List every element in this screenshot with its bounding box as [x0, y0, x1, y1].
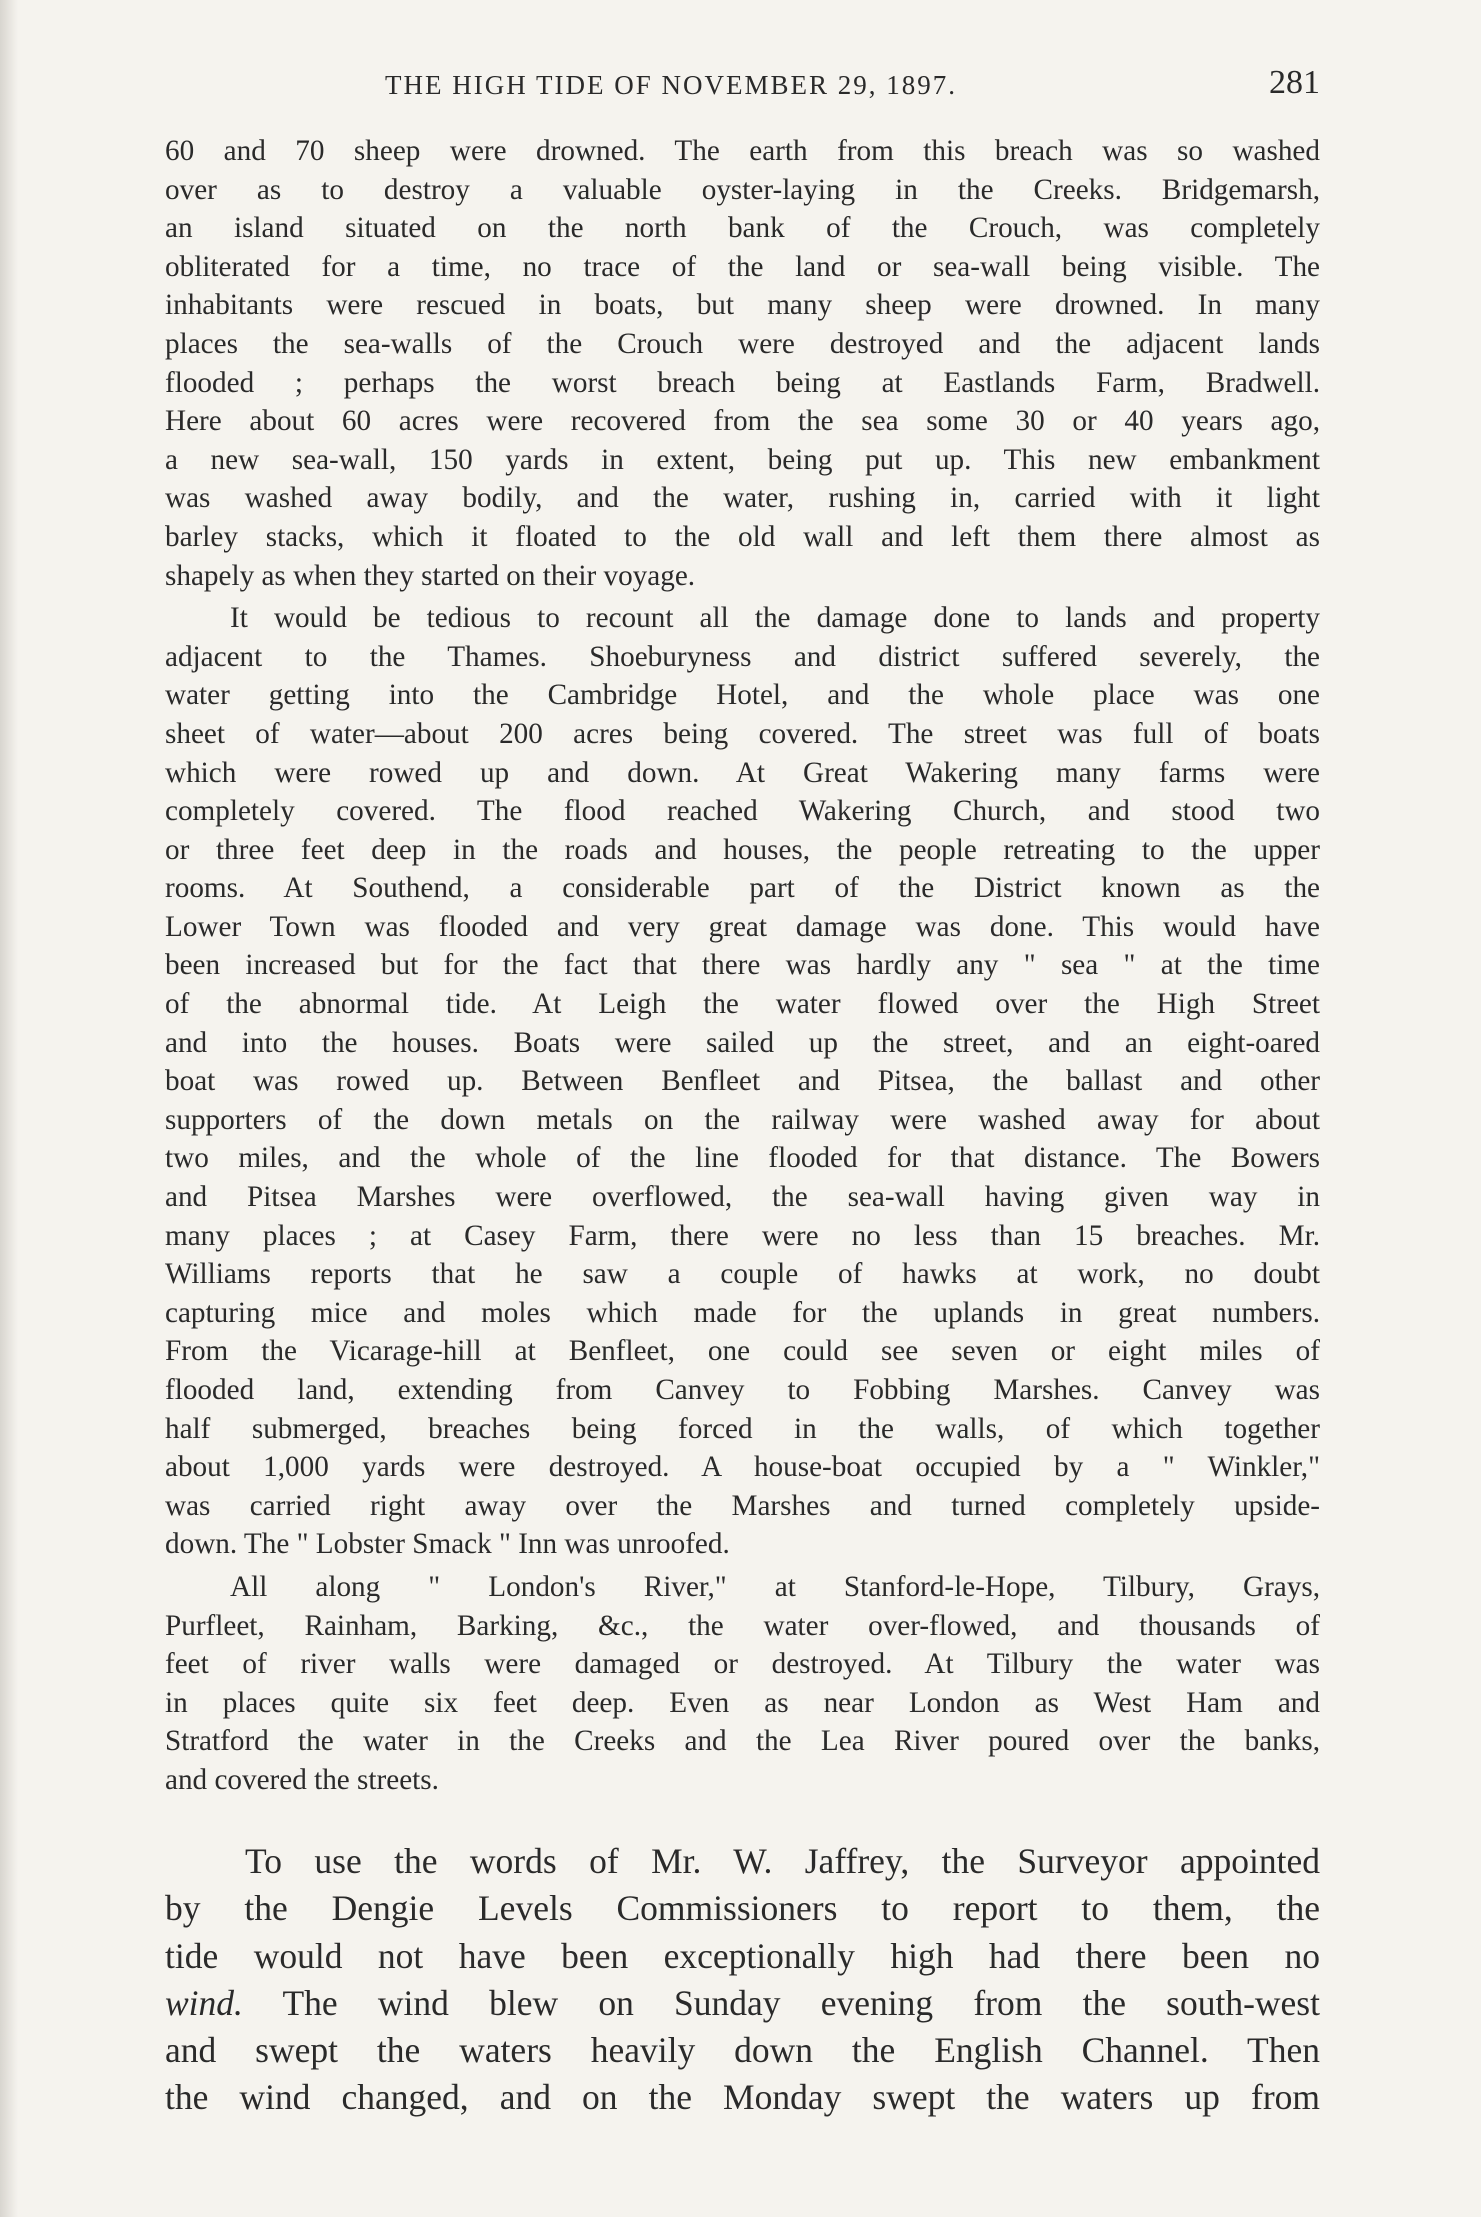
running-title: THE HIGH TIDE OF NOVEMBER 29, 1897.	[385, 70, 957, 100]
text-line: Lower Town was flooded and very great damage was done. This would have	[165, 910, 1320, 943]
text-line: To use the words of Mr. W. Jaffrey, the Surveyor appointed	[245, 1841, 1320, 1881]
running-head	[160, 60, 1320, 120]
text-line: sheet of water—about 200 acres being covered. The street was full of boats	[165, 717, 1320, 750]
text-line: flooded land, extending from Canvey to Fobbing Marshes. Canvey was	[165, 1374, 1320, 1406]
text-line: and covered the streets.	[165, 1763, 439, 1796]
text-line: over as to destroy a valuable oyster-laying in the Creeks. Bridgemarsh,	[165, 173, 1320, 206]
text-line: 60 and 70 sheep were drowned. The earth from this breach was so washed	[165, 135, 1320, 167]
text-line: Stratford the water in the Creeks and the Lea River poured over the banks,	[165, 1725, 1320, 1758]
text-line: about 1,000 yards were destroyed. A house-boat occupied by a " Winkler,"	[165, 1451, 1320, 1484]
text-line: two miles, and the whole of the line flooded for that distance. The Bowers	[165, 1142, 1320, 1175]
text-line: adjacent to the Thames. Shoeburyness and district suffered severely, the	[165, 640, 1320, 673]
text-line: by the Dengie Levels Commissioners to report to them, the	[165, 1888, 1320, 1929]
paragraph-3	[165, 1568, 1320, 1800]
text-line: and Pitsea Marshes were overflowed, the sea-wall having given way in	[165, 1181, 1320, 1214]
text-line: All along " London's River," at Stanford-le-Hope, Tilbury, Grays,	[230, 1570, 1320, 1603]
page-number: 281	[1269, 64, 1320, 101]
text-line-mixed	[165, 1980, 1320, 2027]
text-line: which were rowed up and down. At Great Wakering many farms were	[165, 756, 1320, 789]
text-line: or three feet deep in the roads and houses, the people retreating to the upper	[165, 833, 1320, 866]
body-text	[165, 132, 1320, 1800]
paragraph-1	[165, 132, 1320, 595]
text-line: many places ; at Casey Farm, there were no less than 15 breaches. Mr.	[165, 1219, 1320, 1252]
text-line: an island situated on the north bank of the Crouch, was completely	[165, 212, 1320, 245]
text-line: Here about 60 acres were recovered from the sea some 30 or 40 years ago,	[165, 405, 1320, 438]
text-line: Purfleet, Rainham, Barking, &c., the water over-flowed, and thousands of	[165, 1609, 1320, 1642]
text-line: half submerged, breaches being forced in the walls, of which together	[165, 1412, 1320, 1445]
text-line: water getting into the Cambridge Hotel, and the whole place was one	[165, 679, 1320, 712]
text-line: of the abnormal tide. At Leigh the water flowed over the High Street	[165, 988, 1320, 1021]
text-line: From the Vicarage-hill at Benfleet, one could see seven or eight miles of	[165, 1335, 1320, 1368]
page-edge-shadow	[0, 0, 18, 2217]
text-line: completely covered. The flood reached Wakering Church, and stood two	[165, 795, 1320, 828]
text-line: Williams reports that he saw a couple of hawks at work, no doubt	[165, 1258, 1320, 1291]
italic-word: wind.	[165, 1982, 243, 2023]
text-line: and swept the waters heavily down the English Channel. Then	[165, 2030, 1320, 2071]
text-line: was washed away bodily, and the water, rushing in, carried with it light	[165, 482, 1320, 515]
text-line: rooms. At Southend, a considerable part of the District known as the	[165, 872, 1320, 905]
text-line: boat was rowed up. Between Benfleet and Pitsea, the ballast and other	[165, 1065, 1320, 1098]
text-line: shapely as when they started on their voyage.	[165, 559, 696, 592]
text-line: the wind changed, and on the Monday swept the waters up from	[165, 2077, 1320, 2118]
text-line: was carried right away over the Marshes and turned completely upside-	[165, 1489, 1320, 1522]
large-type-paragraph	[165, 1838, 1320, 2122]
line-remainder: The wind blew on Sunday evening from the south-west	[242, 1982, 1320, 2023]
text-line: flooded ; perhaps the worst breach being at Eastlands Farm, Bradwell.	[165, 366, 1320, 399]
text-line: It would be tedious to recount all the damage done to lands and property	[230, 602, 1320, 635]
text-line: barley stacks, which it floated to the old wall and left them there almost as	[165, 520, 1320, 553]
text-line: a new sea-wall, 150 yards in extent, being put up. This new embankment	[165, 443, 1320, 476]
text-line: tide would not have been exceptionally high had there been no	[165, 1935, 1320, 1976]
text-line: capturing mice and moles which made for the uplands in great numbers.	[165, 1296, 1320, 1329]
text-line: supporters of the down metals on the railway were washed away for about	[165, 1103, 1320, 1136]
text-line: in places quite six feet deep. Even as near London as West Ham and	[165, 1686, 1320, 1719]
text-line: and into the houses. Boats were sailed up the street, and an eight-oared	[165, 1026, 1320, 1059]
text-line: down. The " Lobster Smack " Inn was unroofed.	[165, 1528, 730, 1561]
paragraph-2	[165, 599, 1320, 1564]
text-line: feet of river walls were damaged or destroyed. At Tilbury the water was	[165, 1648, 1320, 1681]
text-line: places the sea-walls of the Crouch were destroyed and the adjacent lands	[165, 327, 1320, 360]
text-line: inhabitants were rescued in boats, but many sheep were drowned. In many	[165, 289, 1320, 322]
text-line: obliterated for a time, no trace of the land or sea-wall being visible. The	[165, 250, 1320, 283]
text-line: been increased but for the fact that there was hardly any " sea " at the time	[165, 949, 1320, 982]
